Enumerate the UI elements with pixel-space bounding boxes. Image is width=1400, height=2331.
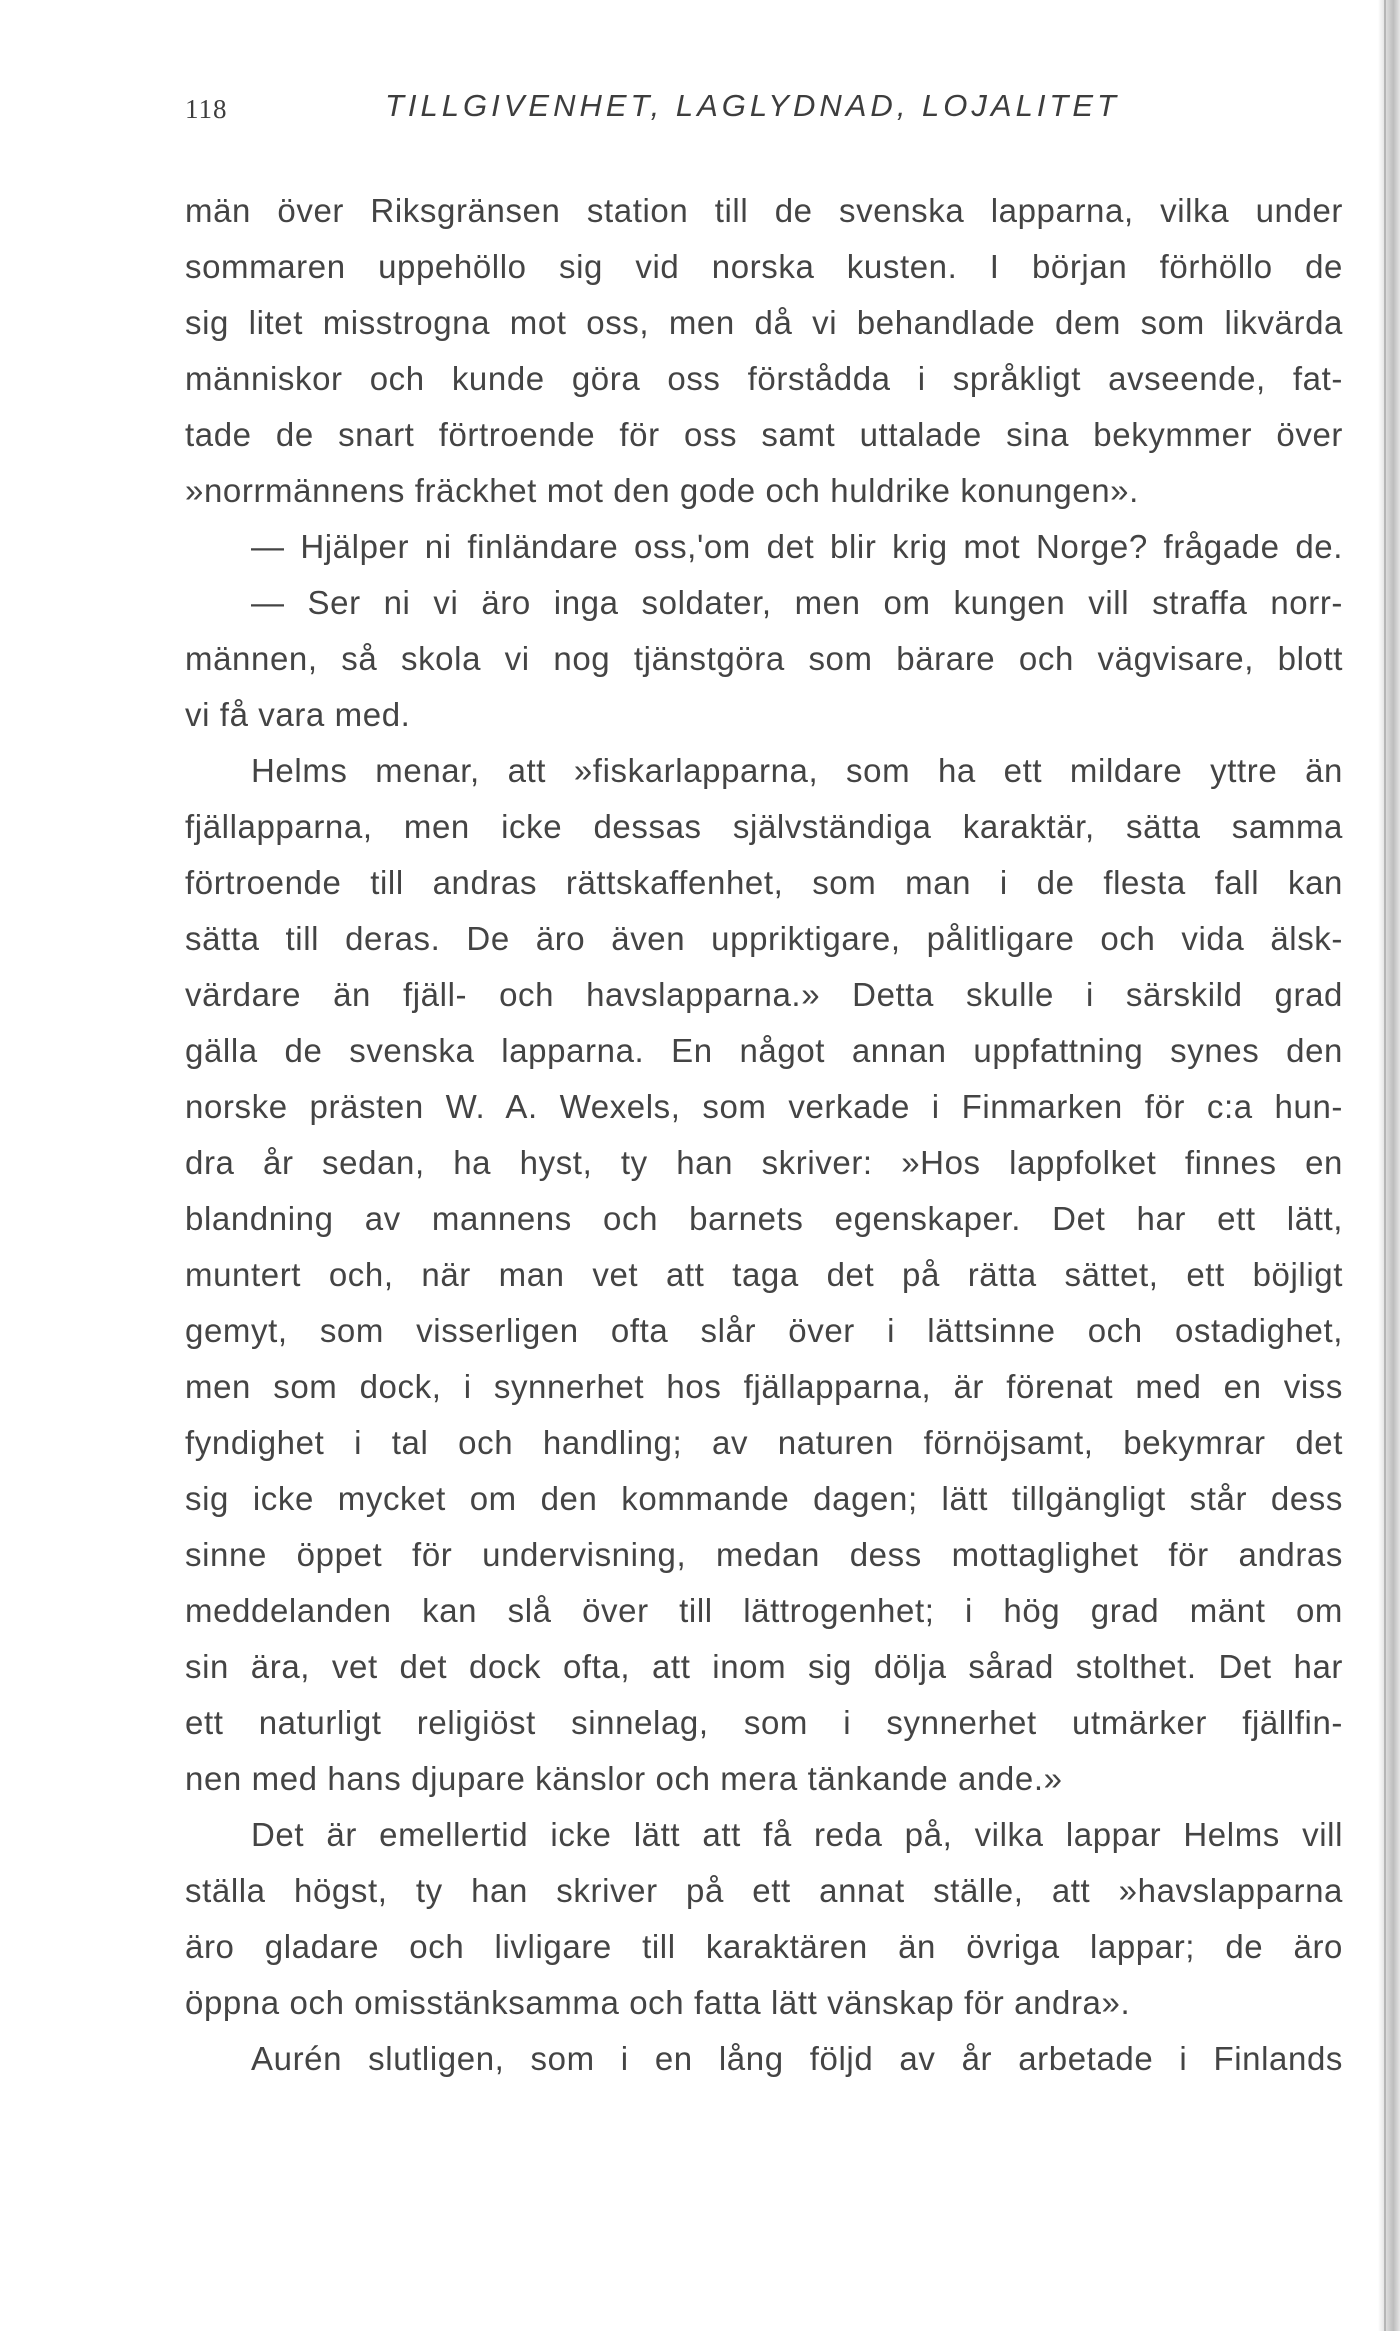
text-line: öppna och omisstänksamma och fatta lätt vänskap för andra».	[185, 1984, 1131, 2021]
text-line: Det är emellertid icke lätt att få reda på, vilka lappar Helms vill	[251, 1816, 1343, 1853]
text-line: värdare än fjäll- och havslapparna.» Detta skulle i särskild grad	[185, 976, 1343, 1013]
text-line: gemyt, som visserligen ofta slår över i lättsinne och ostadighet,	[185, 1312, 1343, 1349]
page-header	[185, 88, 1345, 138]
text-line: dra år sedan, ha hyst, ty han skriver: »Hos lappfolket finnes en	[185, 1144, 1343, 1181]
text-line: männen, så skola vi nog tjänstgöra som bärare och vägvisare, blott	[185, 640, 1343, 677]
text-line: tade de snart förtroende för oss samt uttalade sina bekymmer över	[185, 416, 1343, 453]
text-line: ställa högst, ty han skriver på ett annat ställe, att »havslapparna	[185, 1872, 1343, 1909]
body-text	[185, 183, 1343, 2087]
text-line: — Ser ni vi äro inga soldater, men om kungen vill straffa norr-	[251, 584, 1343, 621]
text-line: muntert och, när man vet att taga det på rätta sättet, ett böjligt	[185, 1256, 1343, 1293]
text-line: äro gladare och livligare till karaktären än övriga lappar; de äro	[185, 1928, 1343, 1965]
text-line: sinne öppet för undervisning, medan dess mottaglighet för andras	[185, 1536, 1343, 1573]
text-line: ett naturligt religiöst sinnelag, som i synnerhet utmärker fjällfin-	[185, 1704, 1343, 1741]
text-line: sig litet misstrogna mot oss, men då vi behandlade dem som likvärda	[185, 304, 1343, 341]
text-line: Aurén slutligen, som i en lång följd av år arbetade i Finlands	[251, 2040, 1343, 2077]
text-line: men som dock, i synnerhet hos fjällapparna, är förenat med en viss	[185, 1368, 1343, 1405]
text-line: — Hjälper ni finländare oss,ʹom det blir krig mot Norge? frågade de.	[251, 528, 1343, 565]
text-line: människor och kunde göra oss förstådda i språkligt avseende, fat-	[185, 360, 1343, 397]
text-line: förtroende till andras rättskaffenhet, som man i de flesta fall kan	[185, 864, 1343, 901]
text-line: fyndighet i tal och handling; av naturen förnöjsamt, bekymrar det	[185, 1424, 1343, 1461]
text-line: norske prästen W. A. Wexels, som verkade i Finmarken för c:a hun-	[185, 1088, 1343, 1125]
text-line: fjällapparna, men icke dessas självständiga karaktär, sätta samma	[185, 808, 1343, 845]
text-line: meddelanden kan slå över till lättrogenhet; i hög grad mänt om	[185, 1592, 1343, 1629]
page-number: 118	[185, 94, 228, 124]
page-edge-shadow	[1378, 0, 1400, 2331]
text-line: blandning av mannens och barnets egenskaper. Det har ett lätt,	[185, 1200, 1343, 1237]
text-line: sin ära, vet det dock ofta, att inom sig dölja sårad stolthet. Det har	[185, 1648, 1343, 1685]
text-line: vi få vara med.	[185, 696, 411, 733]
text-line: gälla de svenska lapparna. En något annan uppfattning synes den	[185, 1032, 1343, 1069]
text-line: nen med hans djupare känslor och mera tänkande ande.»	[185, 1760, 1063, 1797]
text-line: Helms menar, att »fiskarlapparna, som ha ett mildare yttre än	[251, 752, 1343, 789]
text-line: »norrmännens fräckhet mot den gode och huldrike konungen».	[185, 472, 1139, 509]
running-head: TILLGIVENHET, LAGLYDNAD, LOJALITET	[385, 88, 1120, 123]
text-line: sätta till deras. De äro även uppriktigare, pålitligare och vida älsk-	[185, 920, 1343, 957]
text-line: män över Riksgränsen station till de svenska lapparna, vilka under	[185, 192, 1343, 229]
text-line: sig icke mycket om den kommande dagen; lätt tillgängligt står dess	[185, 1480, 1343, 1517]
text-line: sommaren uppehöllo sig vid norska kusten. I början förhöllo de	[185, 248, 1343, 285]
page-edge-line	[1384, 0, 1386, 2331]
